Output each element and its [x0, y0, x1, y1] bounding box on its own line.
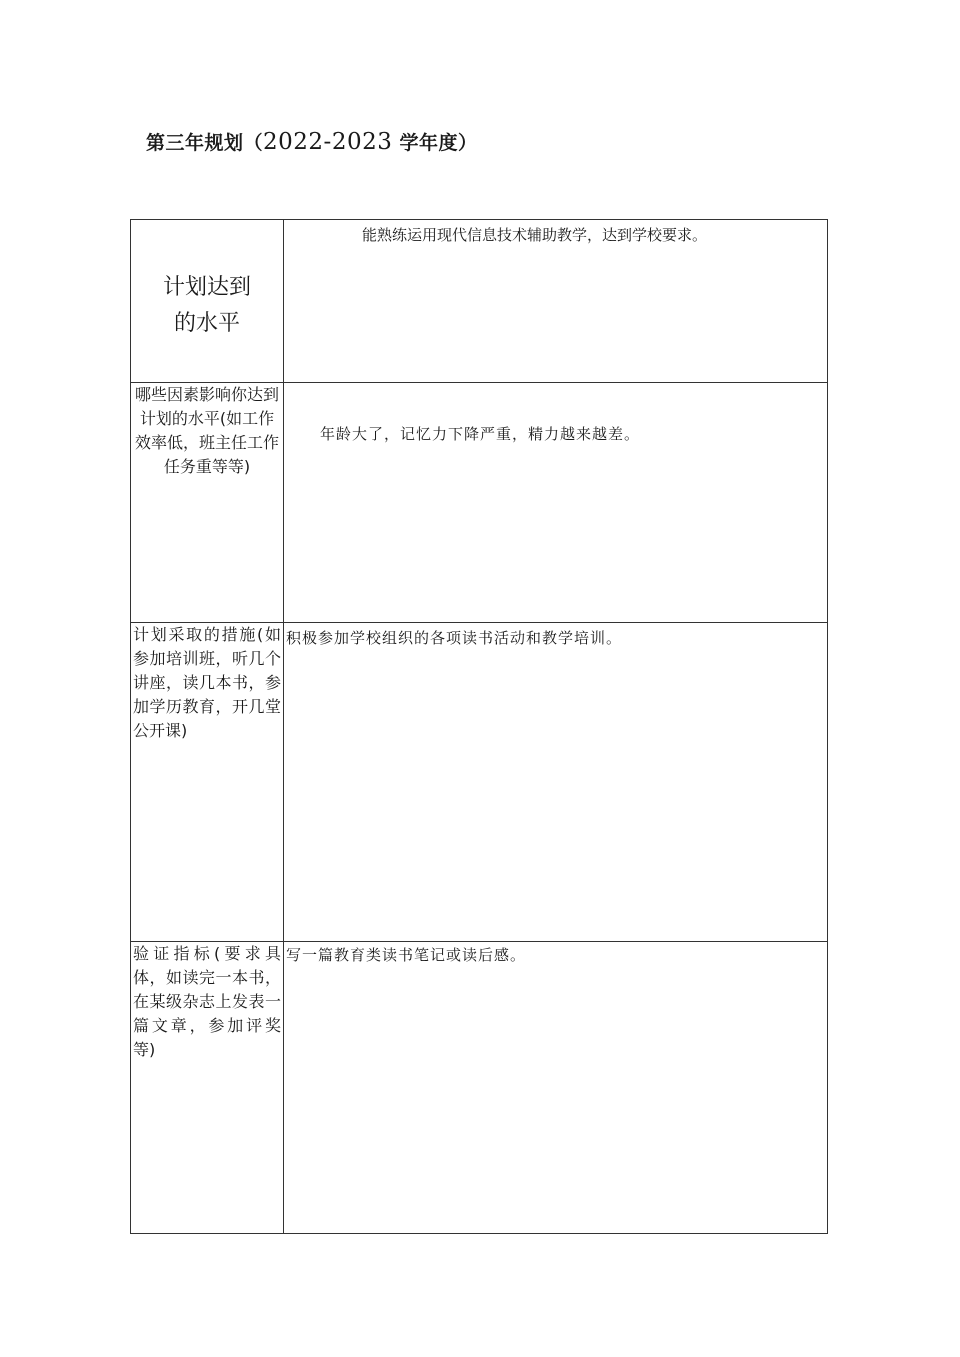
row-value-cell — [284, 623, 828, 942]
row-label-cell — [131, 220, 284, 383]
title-suffix: 学年度） — [392, 132, 478, 154]
row-value-cell — [284, 942, 828, 1234]
row-label: 计划采取的措施(如参加培训班，听几个讲座，读几本书，参加学历教育，开几堂公开课) — [133, 625, 281, 740]
row-label: 验证指标(要求具体，如读完一本书，在某级杂志上发表一篇文章，参加评奖等) — [133, 944, 281, 1059]
row-label: 哪些因素影响你达到计划的水平(如工作效率低，班主任工作任务重等等) — [134, 385, 279, 476]
table-row — [131, 383, 828, 623]
row-value: 写一篇教育类读书笔记或读后感。 — [286, 946, 527, 964]
row-label-cell — [131, 623, 284, 942]
row-value: 年龄大了，记忆力下降严重，精力越来越差。 — [320, 425, 641, 443]
table-row — [131, 942, 828, 1234]
table-row — [131, 623, 828, 942]
table-row — [131, 220, 828, 383]
plan-table — [130, 219, 828, 1234]
title-years: 2022-2023 — [263, 129, 393, 155]
row-label-cell — [131, 383, 284, 623]
row-value: 积极参加学校组织的各项读书活动和教学培训。 — [286, 629, 623, 647]
row-value-cell — [284, 383, 828, 623]
page-title — [146, 128, 477, 155]
row-value-cell — [284, 220, 828, 383]
row-label-cell — [131, 942, 284, 1234]
title-prefix: 第三年规划（ — [146, 132, 264, 154]
row-value: 能熟练运用现代信息技术辅助教学，达到学校要求。 — [362, 226, 708, 244]
row-label: 计划达到的水平 — [162, 275, 251, 336]
